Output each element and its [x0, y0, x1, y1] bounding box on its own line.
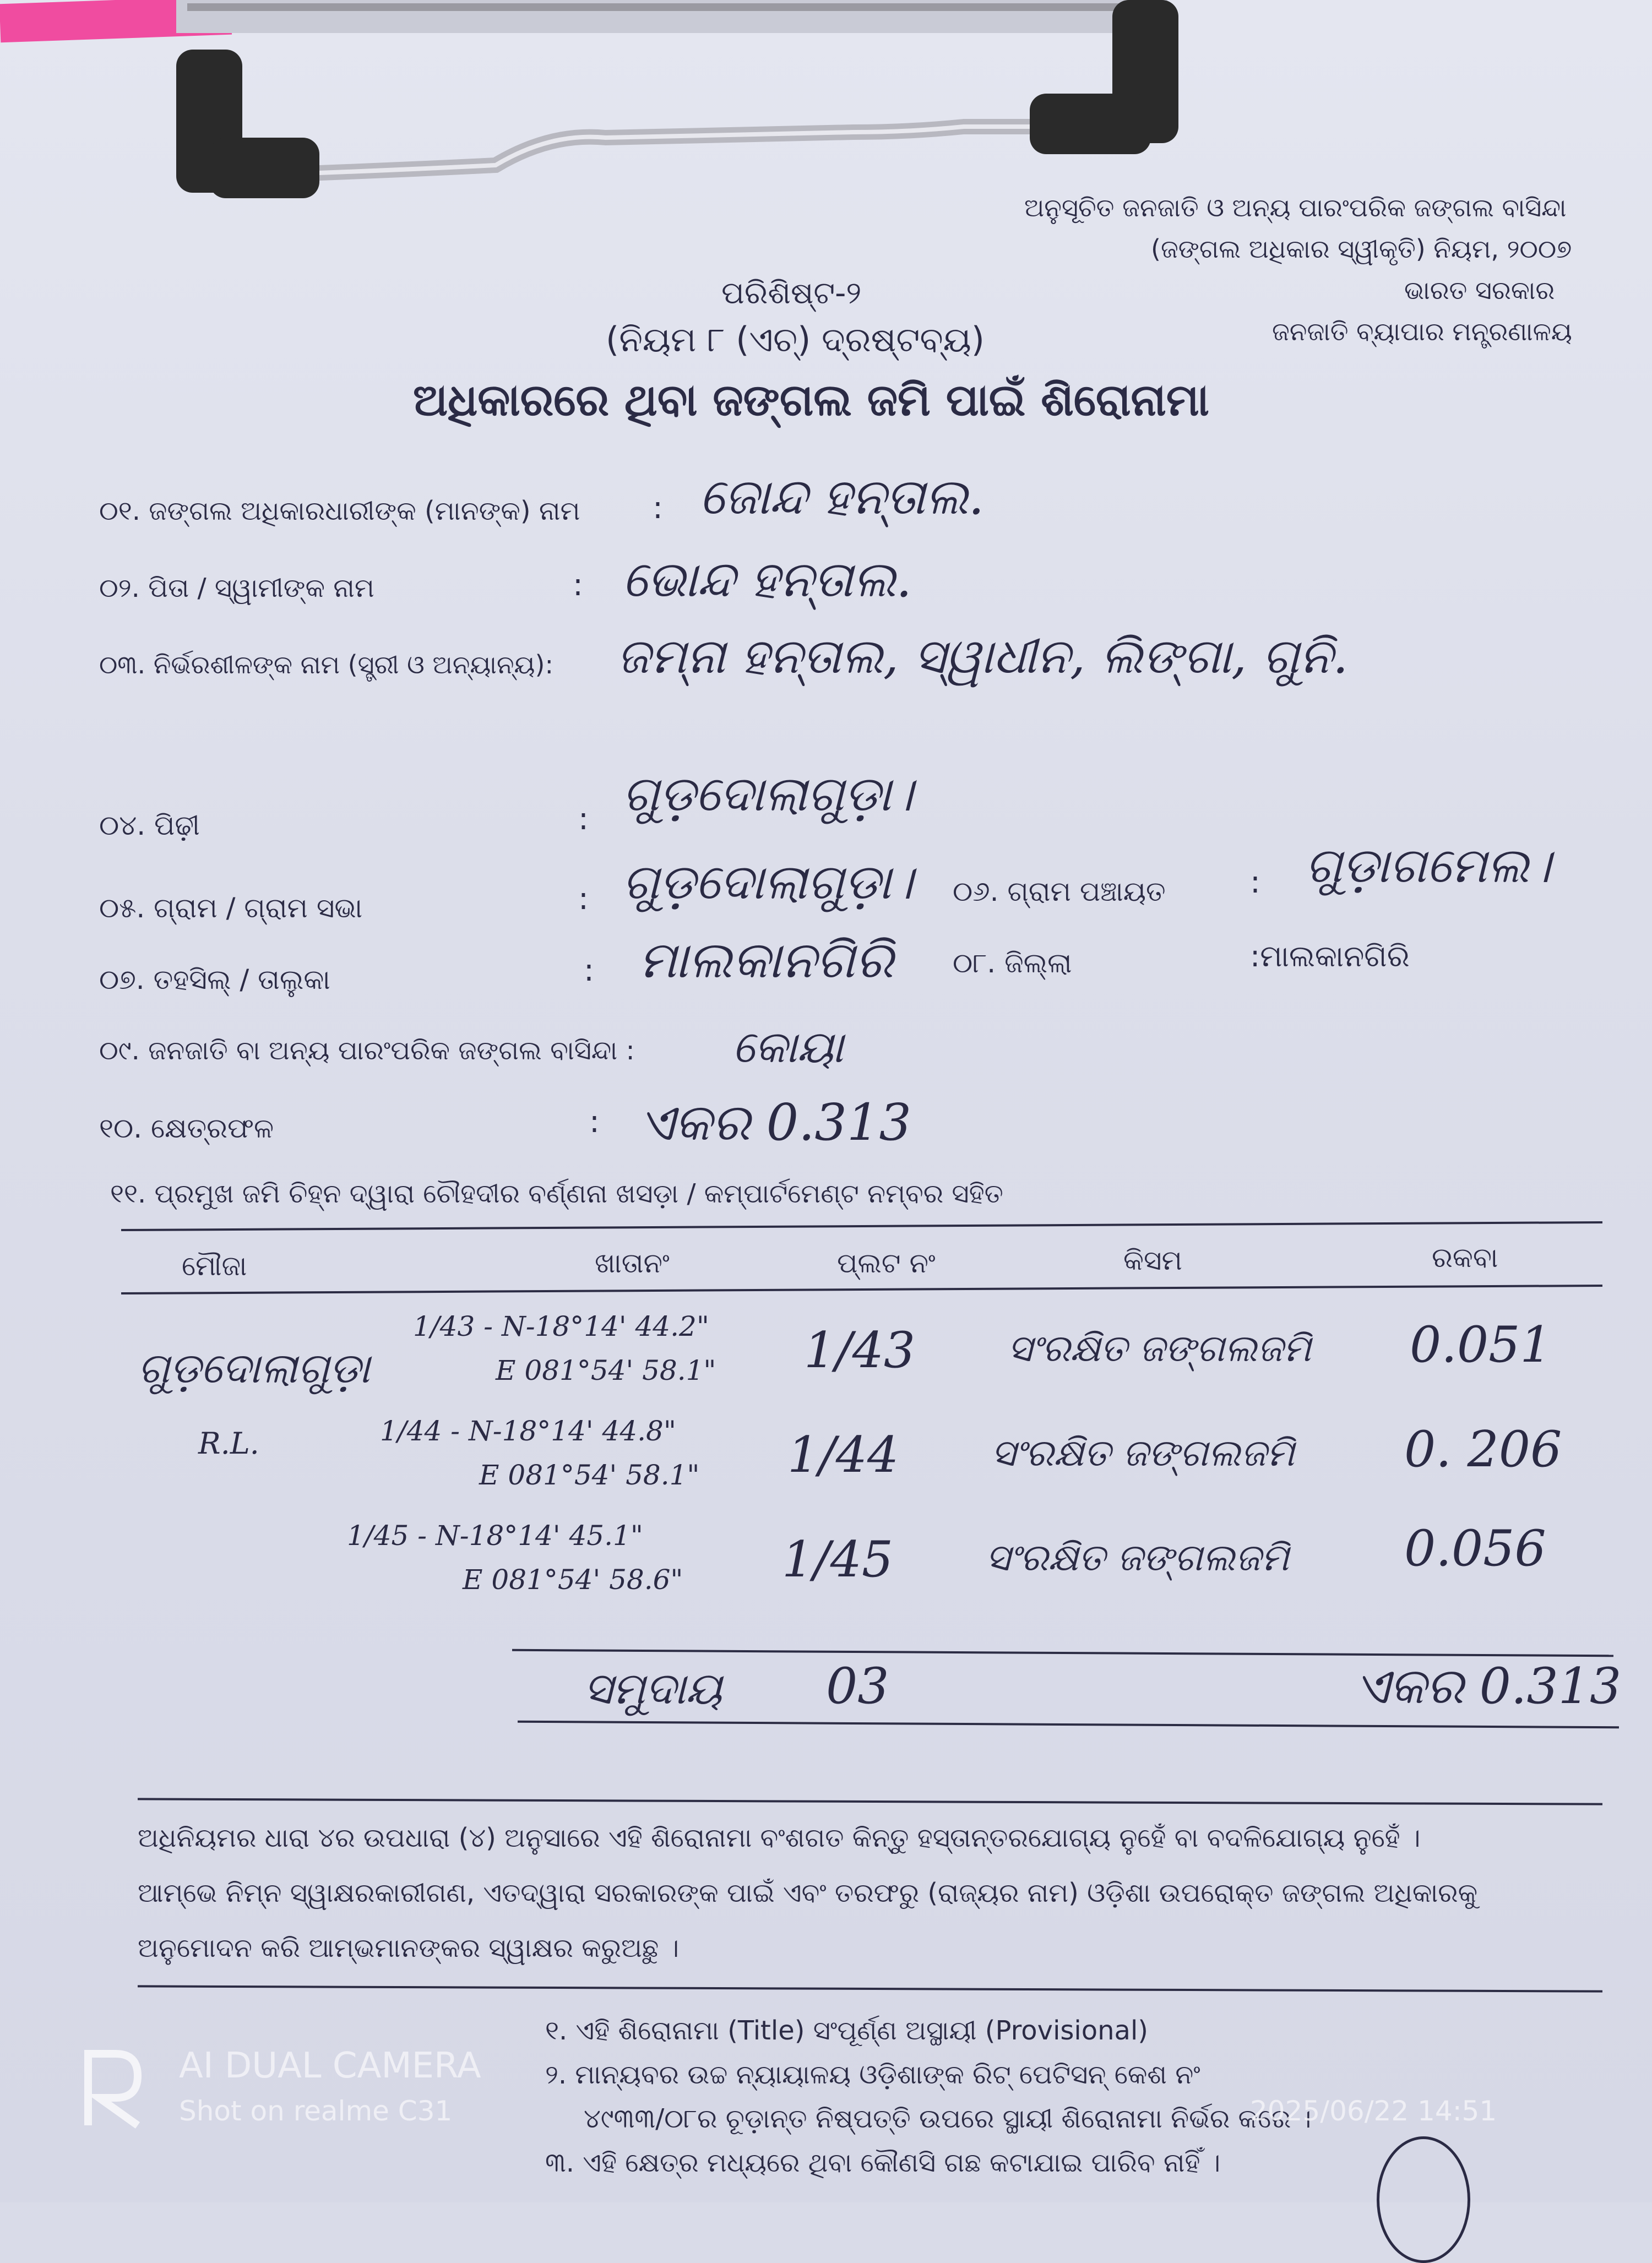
annexure-label: ପରିଶିଷ୍ଟ-୨: [721, 275, 862, 311]
table-row-1-kisam: ସଂରକ୍ଷିତ ଜଙ୍ଗଲଜମି: [1008, 1327, 1311, 1370]
table-row-3-kisam: ସଂରକ୍ଷିତ ଜଙ୍ଗଲଜମି: [986, 1536, 1289, 1580]
watermark-device: Shot on realme C31: [179, 2095, 453, 2127]
total-top-rule: [512, 1649, 1613, 1657]
field-colon-07: :: [584, 953, 594, 988]
table-row-2-plot: 1/44: [787, 1426, 899, 1484]
table-header-rule: [121, 1285, 1602, 1294]
field-value-06: ଗୁଡ଼ାଗମେଲ।: [1305, 837, 1551, 894]
table-header-area: ରକବା: [1432, 1242, 1498, 1274]
field-label-02: ୦୨. ପିତା / ସ୍ୱାମୀଙ୍କ ନାମ: [99, 573, 374, 603]
authority-line-3: ଭାରତ ସରକାର: [1404, 275, 1555, 305]
field-label-10: ୧୦. କ୍ଷେତ୍ରଫଳ: [99, 1112, 274, 1144]
field-colon-06: :: [1250, 864, 1260, 900]
table-header-plot: ପ୍ଲଟ ନଂ: [837, 1247, 936, 1279]
field-label-09: ୦୯. ଜନଜାତି ବା ଅନ୍ୟ ପାରଂପରିକ ଜଙ୍ଗଲ ବାସିନ୍ଦା :: [99, 1035, 635, 1066]
field-value-10: ଏକର 0.313: [639, 1093, 912, 1152]
note-2: ୨. ମାନ୍ୟବର ଉଚ୍ଚ ନ୍ୟାୟାଳୟ ଓଡ଼ିଶାଙ୍କ ରିଟ୍ ପେଟିସନ୍ କେଶ ନଂ: [545, 2059, 1200, 2090]
realme-logo-icon: [77, 2043, 149, 2131]
total-label: ସମୁଦାୟ: [584, 1663, 722, 1714]
total-bottom-rule: [518, 1721, 1619, 1728]
declaration-bottom-rule: [138, 1985, 1602, 1992]
table-mouza-value: ଗୁଡ଼ଦୋଲାଗୁଡ଼ା: [138, 1343, 370, 1392]
field-value-01: ଜୋନ୍ଦ ହନ୍ତାଲ.: [699, 468, 985, 526]
table-row-2-khata-2: E 081°54' 58.1": [479, 1459, 700, 1491]
table-row-3-khata-2: E 081°54' 58.6": [463, 1564, 683, 1596]
field-label-07: ୦୭. ତହସିଲ୍ / ତାଲୁକା: [99, 964, 330, 995]
field-value-09: କୋୟା: [732, 1021, 844, 1073]
table-header-khata: ଖାତାନଂ: [595, 1247, 670, 1279]
clipboard-clip-icon: [165, 0, 1200, 209]
table-mouza-note: R.L.: [198, 1426, 259, 1461]
authority-line-4: ଜନଜାତି ବ୍ୟାପାର ମନ୍ତ୍ରଣାଳୟ: [1272, 317, 1572, 346]
table-top-rule: [121, 1221, 1602, 1231]
table-row-2-kisam: ସଂରକ୍ଷିତ ଜଙ୍ଗଲଜମି: [991, 1432, 1295, 1475]
table-row-1-khata-2: E 081°54' 58.1": [496, 1354, 716, 1386]
note-1: ୧. ଏହି ଶିରୋନାମା (Title) ସଂପୂର୍ଣ୍ଣ ଅସ୍ଥାୟୀ (Provisional): [545, 2015, 1149, 2046]
field-colon-04: :: [578, 801, 589, 837]
field-label-04: ୦୪. ପିଢ଼ୀ: [99, 809, 200, 841]
field-value-08: :ମାଲକାନଗିରି: [1250, 939, 1410, 973]
declaration-line-3: ଅନୁମୋଦନ କରି ଆମ୍ଭମାନଙ୍କର ସ୍ୱାକ୍ଷର କରୁଅଛୁ ।: [138, 1933, 680, 1963]
field-value-03: ଜମ୍ନା ହନ୍ତାଲ, ସ୍ୱାଧୀନ, ଲିଙ୍ଗା, ଗୁନି.: [617, 628, 1349, 684]
landmarks-heading: ୧୧. ପ୍ରମୁଖ ଜମି ଚିହ୍ନ ଦ୍ୱାରା ଚୌହଦୀର ବର୍ଣ୍ଣନା ଖସଡ଼ା / କମ୍ପାର୍ଟମେଣ୍ଟ ନମ୍ବର ସହିତ: [110, 1178, 1003, 1209]
total-area: ଏକର 0.313: [1355, 1657, 1622, 1715]
field-label-06: ୦୬. ଗ୍ରାମ ପଞ୍ଚାୟତ: [953, 875, 1166, 907]
watermark-brand: AI DUAL CAMERA: [179, 2046, 481, 2086]
field-label-03: ୦୩. ନିର୍ଭରଶୀଳଙ୍କ ନାମ (ସ୍ତ୍ରୀ ଓ ଅନ୍ୟାନ୍ୟ):: [99, 650, 553, 679]
authority-line-1: ଅନୁସୂଚିତ ଜନଜାତି ଓ ଅନ୍ୟ ପାରଂପରିକ ଜଙ୍ଗଲ ବାସିନ୍ଦା: [1024, 193, 1567, 222]
table-row-2-khata: 1/44 - N-18°14' 44.8": [380, 1415, 676, 1447]
declaration-line-2: ଆମ୍ଭେ ନିମ୍ନ ସ୍ୱାକ୍ଷରକାରୀଗଣ, ଏତଦ୍ୱାରା ସରକାରଙ୍କ ପାଇଁ ଏବଂ ତରଫରୁ (ରାଜ୍ୟର ନାମ) ଓଡ଼ିଶା ଉପରୋକ୍ତ ଜଙ୍ଗଲ ଅଧିକାରକୁ: [138, 1878, 1478, 1908]
signature-mark: [1377, 2136, 1470, 2263]
field-label-01: ୦୧. ଜଙ୍ଗଲ ଅଧିକାରଧାରୀଙ୍କ (ମାନଙ୍କ) ନାମ: [99, 496, 580, 526]
authority-line-2: (ଜଙ୍ଗଲ ଅଧିକାର ସ୍ୱୀକୃତି) ନିୟମ, ୨୦୦୭: [1151, 234, 1572, 264]
declaration-top-rule: [138, 1798, 1602, 1805]
table-row-1-plot: 1/43: [804, 1321, 916, 1379]
field-label-05: ୦୫. ଗ୍ରାମ / ଗ୍ରାମ ସଭା: [99, 892, 363, 924]
rule-reference: (ନିୟମ ୮ (ଏଚ୍) ଦ୍ରଷ୍ଟବ୍ୟ): [606, 319, 985, 360]
field-value-07: ମାଲକାନଗିରି: [639, 931, 894, 989]
declaration-line-1: ଅଧିନିୟମର ଧାରା ୪ର ଉପଧାରା (୪) ଅନୁସାରେ ଏହି ଶିରୋନାମା ବଂଶଗତ କିନ୍ତୁ ହସ୍ତାନ୍ତରଯୋଗ୍ୟ ନୁହେଁ ବା ବଦଳିଯୋଗ୍ୟ ନୁହେଁ ।: [138, 1823, 1421, 1853]
note-3: ୩. ଏହି କ୍ଷେତ୍ର ମଧ୍ୟରେ ଥିବା କୌଣସି ଗଛ କଟାଯାଇ ପାରିବ ନାହିଁ ।: [545, 2147, 1221, 2178]
table-row-3-khata: 1/45 - N-18°14' 45.1": [347, 1520, 643, 1552]
field-value-02: ଭୋନ୍ଦ ହନ୍ତାଲ.: [622, 551, 912, 608]
table-row-3-area: 0.056: [1404, 1520, 1546, 1577]
field-colon-10: :: [589, 1104, 600, 1140]
table-header-mouza: ମୌଜା: [182, 1250, 247, 1282]
table-row-3-plot: 1/45: [782, 1531, 894, 1589]
field-colon-01: :: [653, 490, 663, 526]
field-colon-02: :: [573, 567, 583, 603]
note-2b: ୪୯୩୩/୦୮ର ଚୂଡ଼ାନ୍ତ ନିଷ୍ପତ୍ତି ଉପରେ ସ୍ଥାୟୀ ଶିରୋନାମା ନିର୍ଭର କରେ ।: [584, 2103, 1312, 2134]
watermark-datetime: 2025/06/22 14:51: [1250, 2095, 1497, 2127]
table-header-kisam: କିସମ: [1123, 1244, 1182, 1276]
field-colon-05: :: [578, 881, 589, 917]
field-label-08: ୦୮. ଜିଲ୍ଲା: [953, 947, 1072, 979]
field-value-05: ଗୁଡ଼ଦୋଲାଗୁଡ଼ା।: [622, 853, 914, 910]
table-row-2-area: 0. 206: [1404, 1421, 1562, 1478]
page-title: ଅଧିକାରରେ ଥିବା ଜଙ୍ଗଲ ଜମି ପାଇଁ ଶିରୋନାମା: [413, 374, 1209, 426]
total-count: 03: [826, 1657, 889, 1715]
table-row-1-khata: 1/43 - N-18°14' 44.2": [413, 1310, 709, 1342]
table-row-1-area: 0.051: [1410, 1316, 1552, 1374]
field-value-04: ଗୁଡ଼ଦୋଲାଗୁଡ଼ା।: [622, 765, 914, 822]
